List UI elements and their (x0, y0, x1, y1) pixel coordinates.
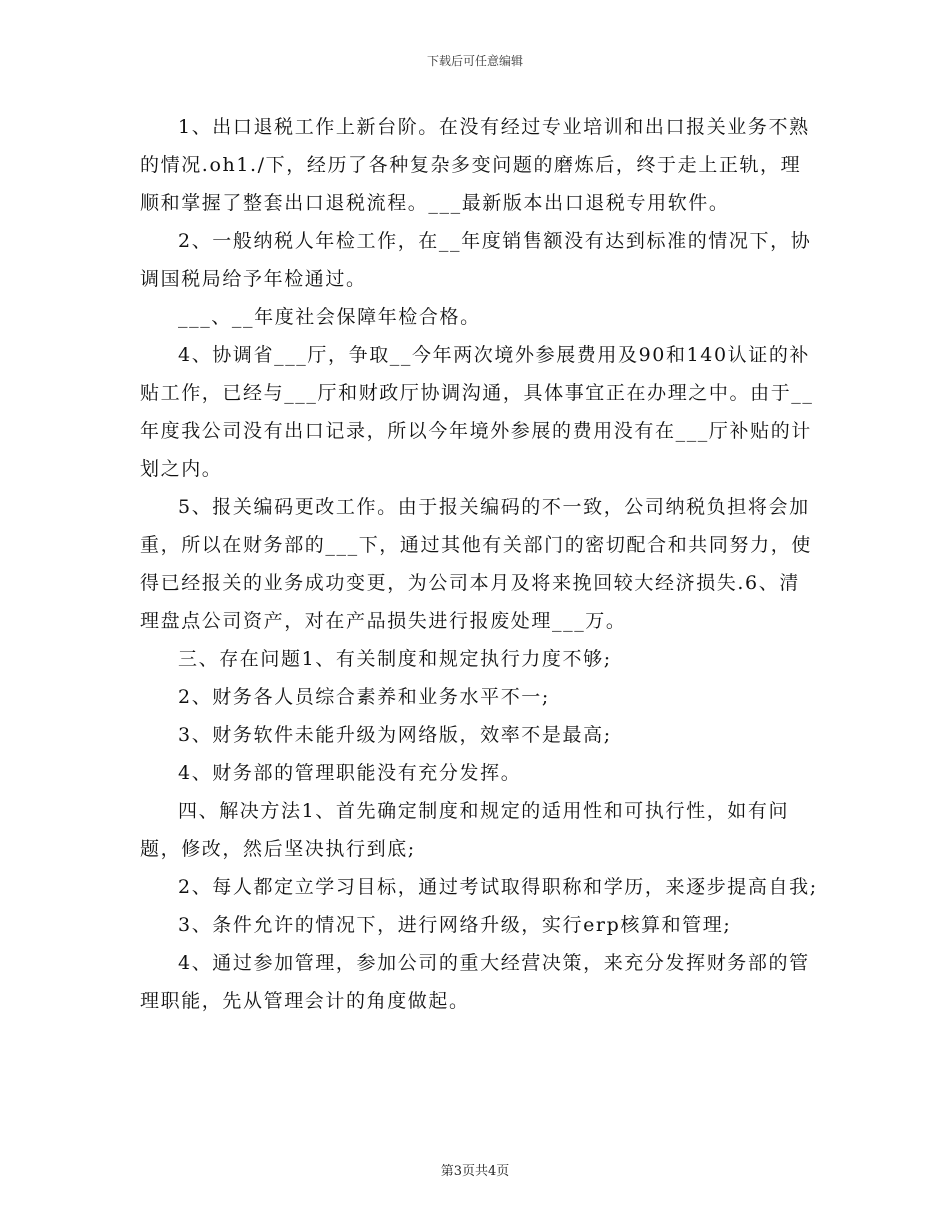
paragraph-solutions-3: 3、条件允许的情况下，进行网络升级，实行erp核算和管理; (178, 914, 732, 936)
paragraph-solutions-1: 四、解决方法1、首先确定制度和规定的适用性和可执行性，如有问题，修改，然后坚决执行到底; (140, 800, 790, 860)
paragraph-solutions-2: 2、每人都定立学习目标，通过考试取得职称和学历，来逐步提高自我; (178, 876, 818, 898)
page-header: 下载后可任意编辑 (426, 54, 523, 68)
document-body (140, 108, 820, 1020)
paragraph-export-tax-refund: 1、出口退税工作上新台阶。在没有经过专业培训和出口报关业务不熟的情况.oh1./下，经历了各种复杂多变问题的磨炼后，终于走上正轨，理顺和掌握了整套出口退税流程。___最新版本出口退税专用软件。 (140, 116, 810, 214)
paragraph-customs-code: 5、报关编码更改工作。由于报关编码的不一致，公司纳税负担将会加重，所以在财务部的___下，通过其他有关部门的密切配合和共同努力，使得已经报关的业务成功变更，为公司本月及将来挽回较大经济损失.6、清理盘点公司资产，对在产品损失进行报废处理___万。 (140, 496, 812, 632)
paragraph-problems-3: 3、财务软件未能升级为网络版，效率不是最高; (178, 724, 612, 746)
paragraph-problems-4: 4、财务部的管理职能没有充分发挥。 (178, 762, 522, 784)
paragraph-solutions-4: 4、通过参加管理，参加公司的重大经营决策，来充分发挥财务部的管理职能，先从管理会计的角度做起。 (140, 952, 810, 1012)
paragraph-problems-2: 2、财务各人员综合素养和业务水平不一; (178, 686, 550, 708)
paragraph-subsidy-coordination: 4、协调省___厅，争取__今年两次境外参展费用及90和140认证的补贴工作，已经与___厅和财政厅协调沟通，具体事宜正在办理之中。由于__年度我公司没有出口记录，所以今年境外参展的费用没有在___厅补贴的计划之内。 (140, 344, 814, 480)
paragraph-annual-inspection: 2、一般纳税人年检工作，在__年度销售额没有达到标准的情况下，协调国税局给予年检通过。 (140, 230, 812, 290)
page-footer: 第3页共4页 (440, 1164, 510, 1179)
paragraph-problems-1: 三、存在问题1、有关制度和规定执行力度不够; (178, 648, 612, 670)
paragraph-social-security: ___、__年度社会保障年检合格。 (178, 306, 481, 328)
